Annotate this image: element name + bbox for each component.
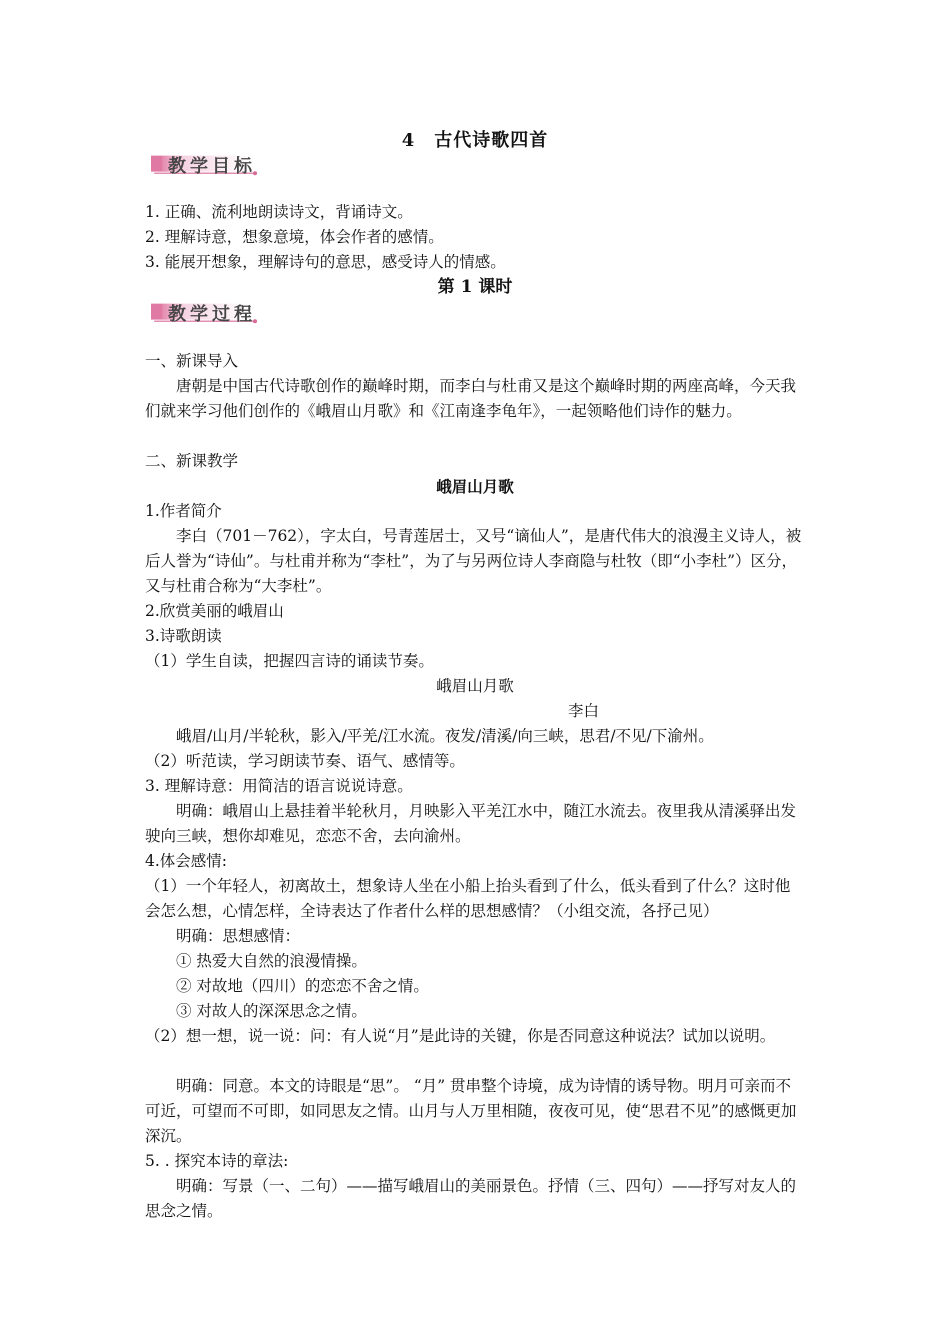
structure-heading: 5. . 探究本诗的章法: bbox=[145, 1152, 289, 1170]
recite-step-1: （1）学生自读，把握四言诗的诵读节奏。 bbox=[145, 652, 434, 670]
structure-paragraph: 明确：写景（一、二句）——描写峨眉山的美丽景色。抒情（三、四句）——抒写对友人的思念之情。 bbox=[145, 1177, 797, 1220]
feel-question-2: （2）想一想，说一说：问：有人说“月”是此诗的关键，你是否同意这种说法？试加以说明。 bbox=[145, 1027, 776, 1045]
goal-item: 3. 能展开想象，理解诗句的意思，感受诗人的情感。 bbox=[145, 253, 506, 271]
goal-item: 1. 正确、流利地朗读诗文，背诵诗文。 bbox=[145, 203, 413, 221]
feel-answer-item: ② 对故地（四川）的恋恋不舍之情。 bbox=[176, 977, 429, 995]
poem-author: 李白 bbox=[568, 702, 600, 720]
poem-lines: 峨眉/山月/半轮秋，影入/平羌/江水流。夜发/清溪/向三峡，思君/不见/下渝州。 bbox=[176, 727, 714, 745]
intro-heading: 一、新课导入 bbox=[145, 352, 239, 370]
feel-answer-item: ③ 对故人的深深思念之情。 bbox=[176, 1002, 367, 1020]
teach-heading: 二、新课教学 bbox=[145, 452, 239, 470]
section-header-goals bbox=[142, 148, 282, 184]
understand-heading: 3. 理解诗意：用简洁的语言说说诗意。 bbox=[145, 777, 413, 795]
section-label: 教学过程 bbox=[168, 304, 256, 325]
intro-paragraph: 唐朝是中国古代诗歌创作的巅峰时期，而李白与杜甫又是这个巅峰时期的两座高峰，今天我们就来学习他们创作的《峨眉山月歌》和《江南逢李龟年》，一起领略他们诗作的魅力。 bbox=[145, 377, 797, 420]
recite-step-2: （2）听范读，学习朗读节奏、语气、感情等。 bbox=[145, 752, 465, 770]
feel-question-1: （1）一个年轻人，初离故土，想象诗人坐在小船上抬头看到了什么，低头看到了什么？这时他会怎么想，心情怎样，全诗表达了作者什么样的思想感情？（小组交流，各抒己见） bbox=[145, 877, 791, 920]
feel-answer-heading: 明确：思想感情： bbox=[176, 927, 301, 945]
poem-heading: 峨眉山月歌 bbox=[436, 477, 514, 496]
section-header-process bbox=[142, 296, 282, 332]
author-heading: 1.作者简介 bbox=[145, 502, 222, 520]
author-paragraph: 李白（701－762），字太白，号青莲居士，又号“谪仙人”，是唐代伟大的浪漫主义诗人，被后人誉为“诗仙”。与杜甫并称为“李杜”，为了与另两位诗人李商隐与杜牧（即“小李杜”）区分，又与杜甫合称为“大李杜”。 bbox=[145, 527, 802, 595]
page-title: 4 古代诗歌四首 bbox=[401, 130, 549, 151]
understand-paragraph: 明确：峨眉山上悬挂着半轮秋月，月映影入平羌江水中，随江水流去。夜里我从清溪驿出发驶向三峡，想你却难见，恋恋不舍，去向渝州。 bbox=[145, 802, 797, 845]
poem-title: 峨眉山月歌 bbox=[436, 677, 514, 695]
feel-answer-2: 明确：同意。本文的诗眼是“思”。 “月” 贯串整个诗境，成为诗情的诱导物。明月可亲而不可近，可望而不可即，如同思友之情。山月与人万里相随，夜夜可见，使“思君不见”的感慨更加深沉。 bbox=[145, 1077, 797, 1145]
feel-answer-item: ① 热爱大自然的浪漫情操。 bbox=[176, 952, 367, 970]
lesson-title: 第 1 课时 bbox=[437, 277, 513, 297]
goal-item: 2. 理解诗意，想象意境，体会作者的感情。 bbox=[145, 228, 444, 246]
recite-heading: 3.诗歌朗读 bbox=[145, 627, 222, 645]
section-label: 教学目标 bbox=[168, 156, 256, 177]
appreciate-heading: 2.欣赏美丽的峨眉山 bbox=[145, 602, 284, 620]
feel-heading: 4.体会感情: bbox=[145, 852, 228, 870]
